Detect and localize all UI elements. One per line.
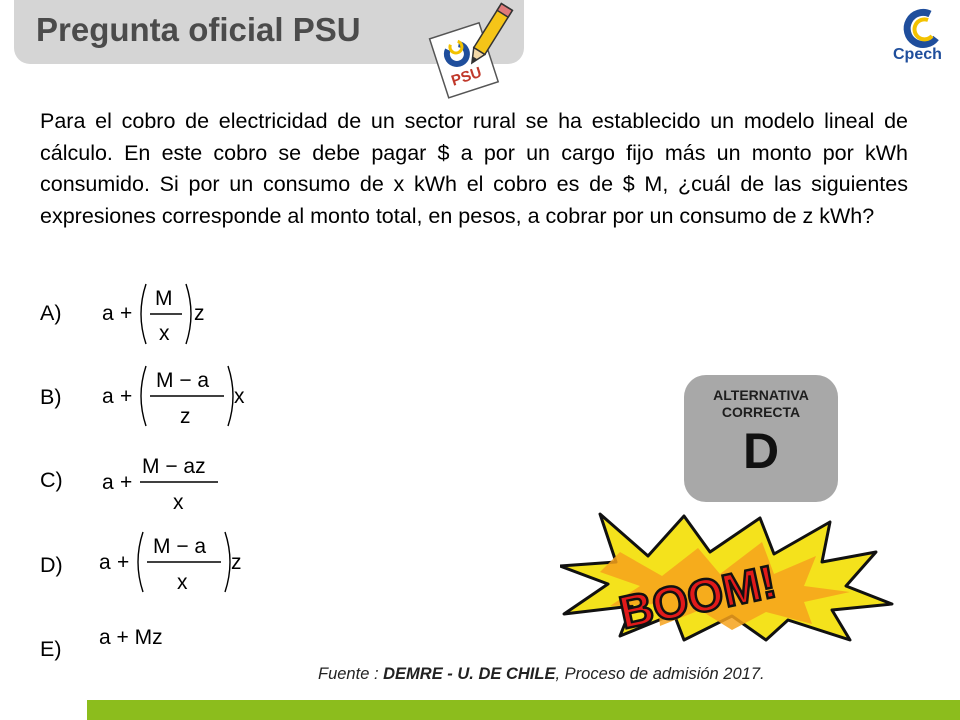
psu-badge-text: PSU — [449, 63, 484, 90]
answer-caption-line2: CORRECTA — [721, 404, 801, 420]
svg-text:a: a — [102, 385, 114, 408]
answer-caption — [684, 387, 838, 421]
svg-text:+: + — [120, 471, 133, 494]
svg-text:M: M — [155, 287, 173, 310]
source-prefix: Fuente : — [318, 665, 384, 683]
option-d-formula — [97, 528, 257, 596]
question-text: Para el cobro de electricidad de un sector rural se ha establecido un modelo lineal de cálculo. En este cobro se debe pagar $ a por un cargo fijo más un monto por kWh consumido. Si por un consumo de x kWh el cobro es de $ M, ¿cuál de las siguientes expresiones corresponde al monto total, en pesos, a cobrar por un consumo de z kWh? — [40, 109, 908, 228]
option-c-label: C) — [40, 468, 63, 492]
source-org: DEMRE - U. DE CHILE — [383, 665, 556, 683]
svg-text:x: x — [177, 571, 188, 594]
boom-icon — [560, 512, 896, 642]
svg-text:x: x — [173, 491, 184, 514]
option-d-label: D) — [40, 553, 63, 577]
svg-text:x: x — [234, 385, 245, 408]
option-b-formula — [100, 362, 260, 430]
psu-pencil-icon — [428, 0, 514, 100]
answer-caption-line1: ALTERNATIVA — [713, 387, 809, 403]
svg-text:z: z — [180, 405, 191, 428]
logo-text: Cpech — [893, 46, 942, 63]
option-c-formula — [100, 448, 230, 516]
footer-bar — [87, 700, 960, 720]
svg-text:a: a — [102, 302, 114, 325]
svg-text:z: z — [231, 551, 242, 574]
svg-text:+: + — [120, 302, 133, 325]
svg-text:M − a: M − a — [153, 535, 207, 558]
cpech-logo — [890, 4, 956, 66]
svg-text:z: z — [194, 302, 205, 325]
svg-text:M − a: M − a — [156, 369, 210, 392]
option-e-formula — [97, 622, 217, 652]
svg-text:+: + — [117, 551, 130, 574]
correct-answer-box — [684, 375, 838, 502]
svg-text:a + Mz: a + Mz — [99, 626, 163, 649]
source-citation — [318, 665, 765, 684]
option-a-formula — [100, 280, 220, 348]
option-b-label: B) — [40, 385, 62, 409]
svg-text:a: a — [102, 471, 114, 494]
page-title: Pregunta oficial PSU — [36, 11, 361, 48]
svg-text:a: a — [99, 551, 111, 574]
boom-text: BOOM! — [614, 554, 781, 639]
svg-text:M − az: M − az — [142, 455, 206, 478]
answer-letter: D — [742, 423, 780, 479]
svg-text:+: + — [120, 385, 133, 408]
option-a-label: A) — [40, 301, 62, 325]
svg-text:x: x — [159, 322, 170, 345]
source-suffix: , Proceso de admisión 2017. — [555, 665, 765, 683]
option-e-label: E) — [40, 637, 62, 661]
